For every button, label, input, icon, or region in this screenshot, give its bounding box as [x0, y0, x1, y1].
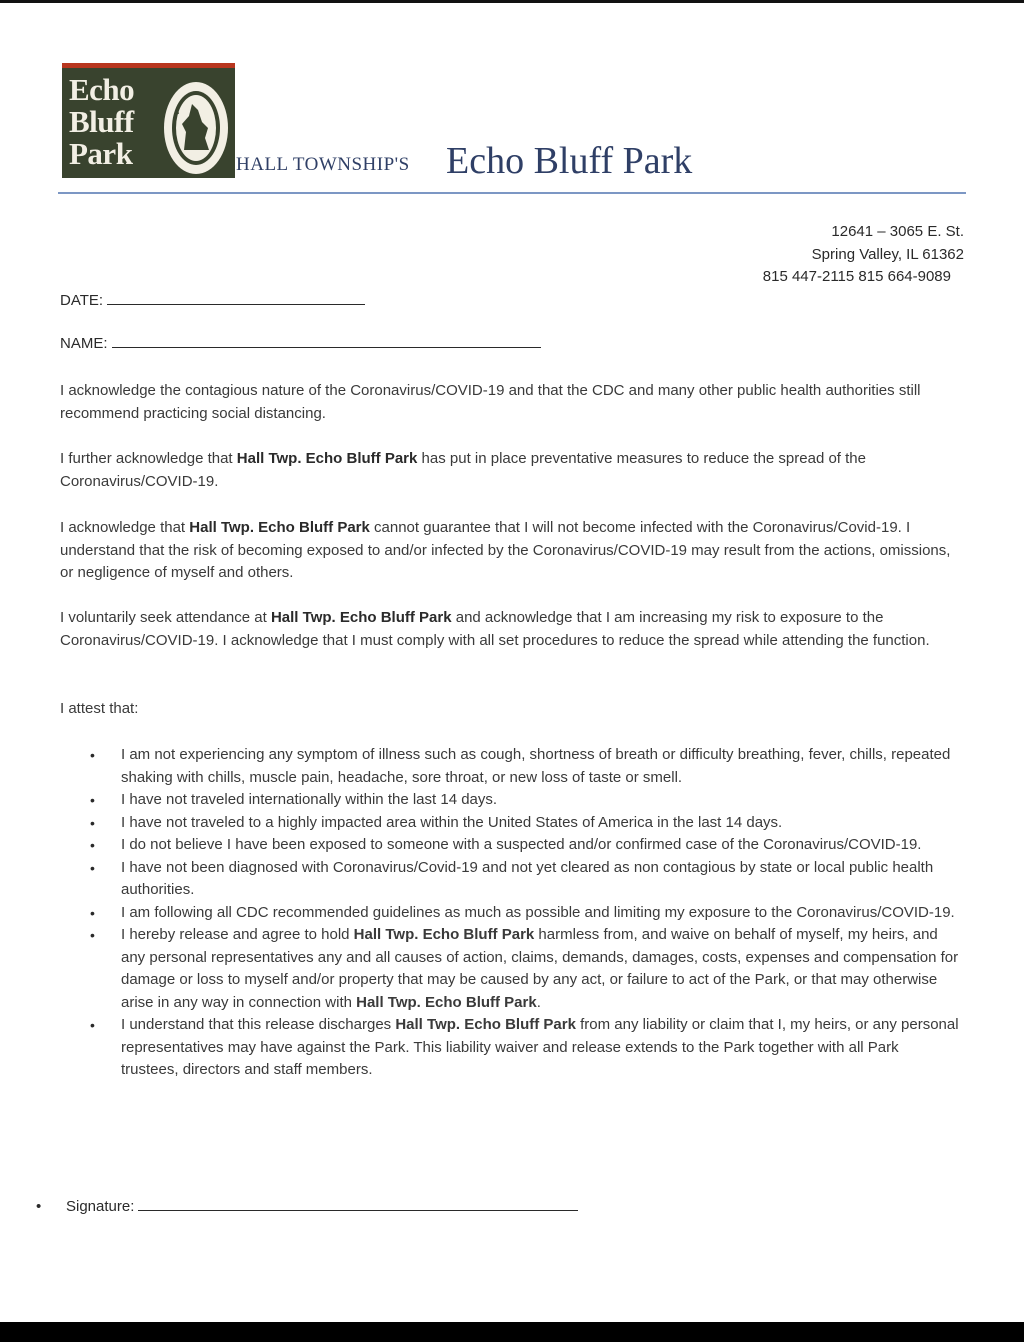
- signature-field: [36, 1196, 578, 1215]
- address-city: Spring Valley, IL 61362: [811, 245, 964, 263]
- park-name-emphasis: Hall Twp. Echo Bluff Park: [395, 1016, 576, 1033]
- park-name-emphasis: Hall Twp. Echo Bluff Park: [356, 993, 537, 1011]
- echo-bluff-park-logo: [62, 63, 235, 178]
- bullet-icon: •: [90, 837, 95, 853]
- list-item: [60, 924, 960, 1014]
- address-street: 12641 – 3065 E. St.: [831, 223, 964, 240]
- text-segment: I am not experiencing any symptom of illness such as cough, shortness of breath or difficulty breathing, fever, chills, repeated shaking with chills, muscle pain, headache, sore throat, or new loss of taste or smell.: [121, 746, 951, 786]
- list-item-text: [121, 859, 933, 899]
- date-field: [60, 290, 365, 309]
- text-segment: I acknowledge the contagious nature of the Coronavirus/COVID-19 and that the CDC and many other public health authorities still recommend practicing social distancing.: [60, 382, 921, 422]
- text-segment: I hereby release and agree to hold: [121, 926, 354, 943]
- bullet-icon: •: [90, 1017, 95, 1033]
- list-item: [60, 857, 960, 902]
- list-item-text: [121, 836, 921, 853]
- text-segment: cannot guarantee that I will not become infected with the Coronavirus/Covid-19. I understand that the risk of becoming exposed to and/or infected by the Coronavirus/COVID-19 may result from the actions, omissions, or negligence of myself and others.: [60, 519, 951, 581]
- logo-word-2: Bluff: [69, 104, 134, 139]
- bullet-icon: •: [90, 904, 95, 921]
- header-divider: [58, 192, 966, 194]
- text-segment: harmless from, and waive on behalf of myself, my heirs, and any personal representatives any and all causes of action, claims, demands, damages, costs, expenses and compensation for damage or loss to myself and/or property that may be caused by any act, or failure to act of the Park, or that may otherwise arise in any way in connection with: [121, 926, 959, 1011]
- text-segment: I have not traveled internationally within the last 14 days.: [121, 791, 498, 808]
- park-seal-icon: [162, 80, 230, 176]
- bullet-icon: •: [90, 747, 95, 763]
- bullet-icon: •: [90, 859, 95, 876]
- paragraph-no-guarantee: [60, 517, 960, 585]
- text-segment: I attest that:: [60, 700, 139, 717]
- text-segment: I acknowledge that: [60, 519, 190, 536]
- text-segment: I voluntarily seek attendance at: [60, 609, 271, 626]
- park-name-emphasis: Hall Twp. Echo Bluff Park: [236, 450, 418, 467]
- address-phones: 815 447-2115 815 664-9089: [762, 268, 951, 285]
- list-item-text: [121, 814, 782, 831]
- list-item: [60, 1014, 960, 1082]
- address-block: [763, 221, 964, 289]
- name-field: [60, 333, 541, 352]
- name-label: NAME:: [60, 335, 108, 352]
- list-item: [60, 834, 960, 857]
- list-item: [60, 902, 960, 925]
- text-segment: .: [536, 993, 541, 1011]
- bullet-icon: •: [90, 792, 95, 808]
- list-item-text: [121, 1016, 959, 1078]
- logo-word-3: Park: [69, 136, 133, 171]
- attestation-list: [60, 744, 960, 1082]
- signature-label: Signature:: [66, 1198, 135, 1215]
- paragraph-covid-acknowledgement: [60, 380, 960, 425]
- list-item-text: [121, 791, 497, 808]
- bottom-bar: [0, 1322, 1024, 1342]
- header-prefix: HALL TOWNSHIP'S: [236, 154, 410, 175]
- park-name-emphasis: Hall Twp. Echo Bluff Park: [189, 519, 370, 536]
- text-segment: I further acknowledge that: [60, 450, 237, 467]
- paragraph-preventative-measures: [60, 448, 960, 493]
- bullet-icon: •: [90, 814, 95, 831]
- list-item-text: [121, 904, 955, 921]
- date-label: DATE:: [60, 292, 104, 309]
- bullet-icon: •: [36, 1198, 42, 1215]
- header-title: Echo Bluff Park: [446, 140, 693, 182]
- logo-word-1: Echo: [69, 72, 135, 107]
- date-input-line[interactable]: [107, 290, 365, 305]
- list-item: [60, 812, 960, 835]
- list-item: [60, 789, 960, 812]
- text-segment: I have not been diagnosed with Coronavirus/Covid-19 and not yet cleared as non contagious by state or local public health authorities.: [121, 858, 934, 898]
- park-name-emphasis: Hall Twp. Echo Bluff Park: [353, 926, 535, 943]
- text-segment: I am following all CDC recommended guidelines as much as possible and limiting my exposure to the Coronavirus/COVID-19.: [121, 903, 955, 921]
- list-item-text: [121, 746, 950, 786]
- text-segment: I understand that this release discharges: [121, 1016, 396, 1033]
- bullet-icon: •: [90, 927, 95, 943]
- list-item: [60, 744, 960, 789]
- text-segment: from any liability or claim that I, my heirs, or any personal representatives may have against the Park. This liability waiver and release extends to the Park together with all Park trustees, directors and staff members.: [121, 1016, 959, 1078]
- text-segment: has put in place preventative measures to reduce the spread of the Coronavirus/COVID-19.: [60, 450, 866, 490]
- paragraph-voluntary-attendance: [60, 607, 960, 652]
- list-item-text: [121, 926, 958, 1011]
- top-border: [0, 0, 1024, 3]
- signature-input-line[interactable]: [138, 1196, 578, 1211]
- text-segment: I have not traveled to a highly impacted area within the United States of America in the last 14 days.: [121, 813, 783, 831]
- paragraph-attest: [60, 698, 960, 721]
- text-segment: and acknowledge that I am increasing my risk to exposure to the Coronavirus/COVID-19. I acknowledge that I must comply with all set procedures to reduce the spread while attending the function.: [60, 609, 930, 649]
- name-input-line[interactable]: [112, 333, 541, 348]
- park-name-emphasis: Hall Twp. Echo Bluff Park: [270, 609, 452, 626]
- text-segment: I do not believe I have been exposed to someone with a suspected and/or confirmed case of the Coronavirus/COVID-19.: [121, 836, 922, 853]
